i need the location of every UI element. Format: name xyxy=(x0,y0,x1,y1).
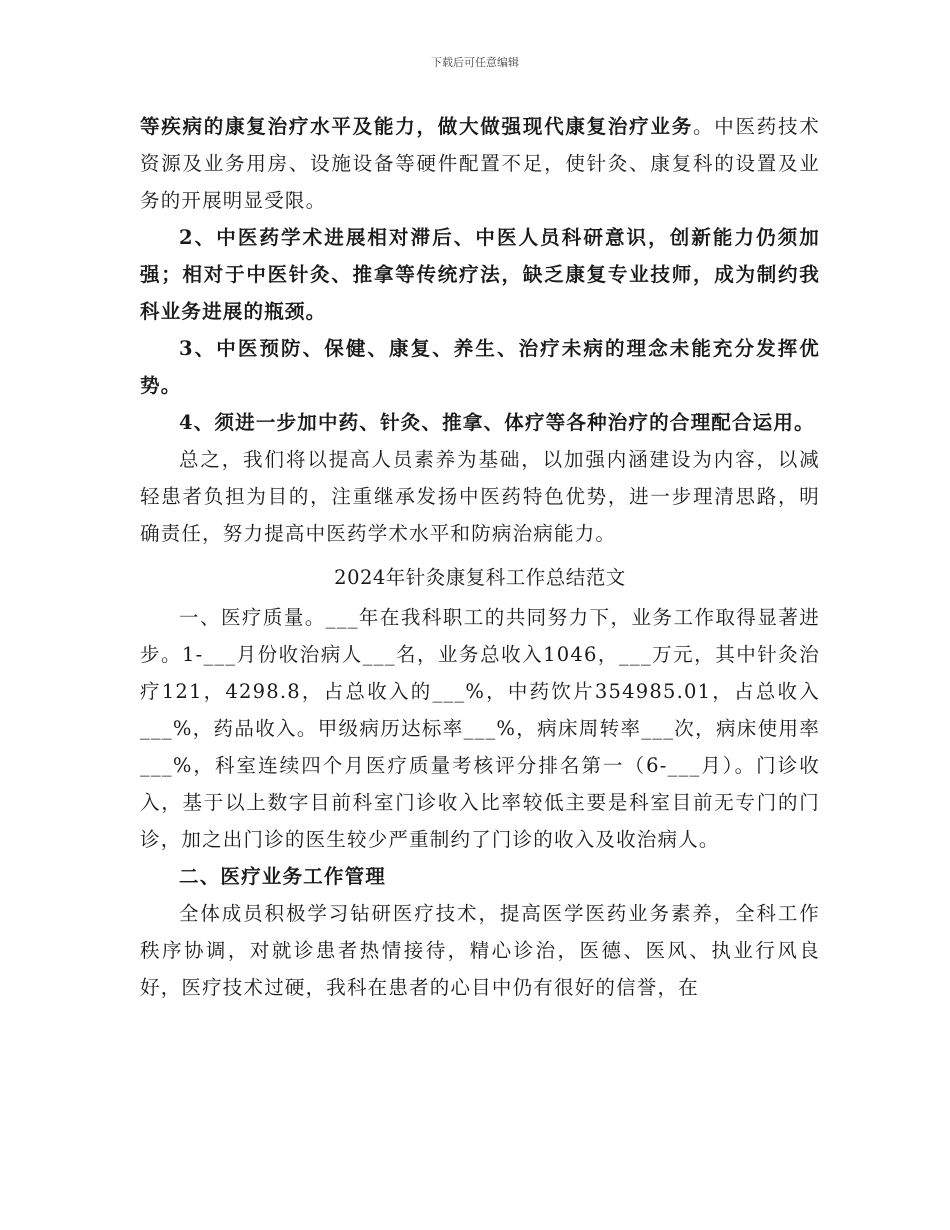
document-body xyxy=(140,108,820,1006)
summary-paragraph: 总之，我们将以提高人员素养为基础，以加强内涵建设为内容，以减轻患者负担为目的，注重继承发扬中医药特色优势，进一步理清思路，明确责任，努力提高中医药学术水平和防病治病能力。 xyxy=(140,448,820,545)
list-item-3: 3、中医预防、保健、康复、养生、治疗未病的理念未能充分发挥优势。 xyxy=(140,337,820,397)
document-title: 2024年针灸康复科工作总结范文 xyxy=(334,566,626,589)
regular-text: 。中医药技术资源及业务用房、设施设备等硬件配置不足，使针灸、康复科的设置及业务的开展明显受限。 xyxy=(140,115,821,212)
list-item-2: 2、中医药学术进展相对滞后、中医人员科研意识，创新能力仍须加强；相对于中医针灸、推拿等传统疗法，缺乏康复专业技师，成为制约我科业务进展的瓶颈。 xyxy=(140,226,820,323)
list-item-4: 4、须进一步加中药、针灸、推拿、体疗等各种治疗的合理配合运用。 xyxy=(179,411,815,434)
quality-paragraph: 一、医疗质量。___年在我科职工的共同努力下，业务工作取得显著进步。1-___月份收治病人___名，业务总收入1046，___万元，其中针灸治疗121，4298.8，占总收入的___%，中药饮片354985.01，占总收入___%，药品收入。甲级病历达标率___%，病床周转率___次，病床使用率___%，科室连续四个月医疗质量考核评分排名第一（6-___月）。门诊收入，基于以上数字目前科室门诊收入比率较低主要是科室目前无专门的门诊，加之出门诊的医生较少严重制约了门诊的收入及收治病人。 xyxy=(140,606,820,851)
section-heading: 二、医疗业务工作管理 xyxy=(179,865,387,888)
management-paragraph: 全体成员积极学习钻研医疗技术，提高医学医药业务素养，全科工作秩序协调，对就诊患者热情接待，精心诊治，医德、医风、执业行风良好，医疗技术过硬，我科在患者的心目中仍有很好的信誉，在 xyxy=(140,902,820,999)
page-header: 下载后可任意编辑 xyxy=(431,56,519,69)
paragraph-continuation xyxy=(140,108,820,219)
bold-text: 等疾病的康复治疗水平及能力，做大做强现代康复治疗业务 xyxy=(140,115,693,138)
